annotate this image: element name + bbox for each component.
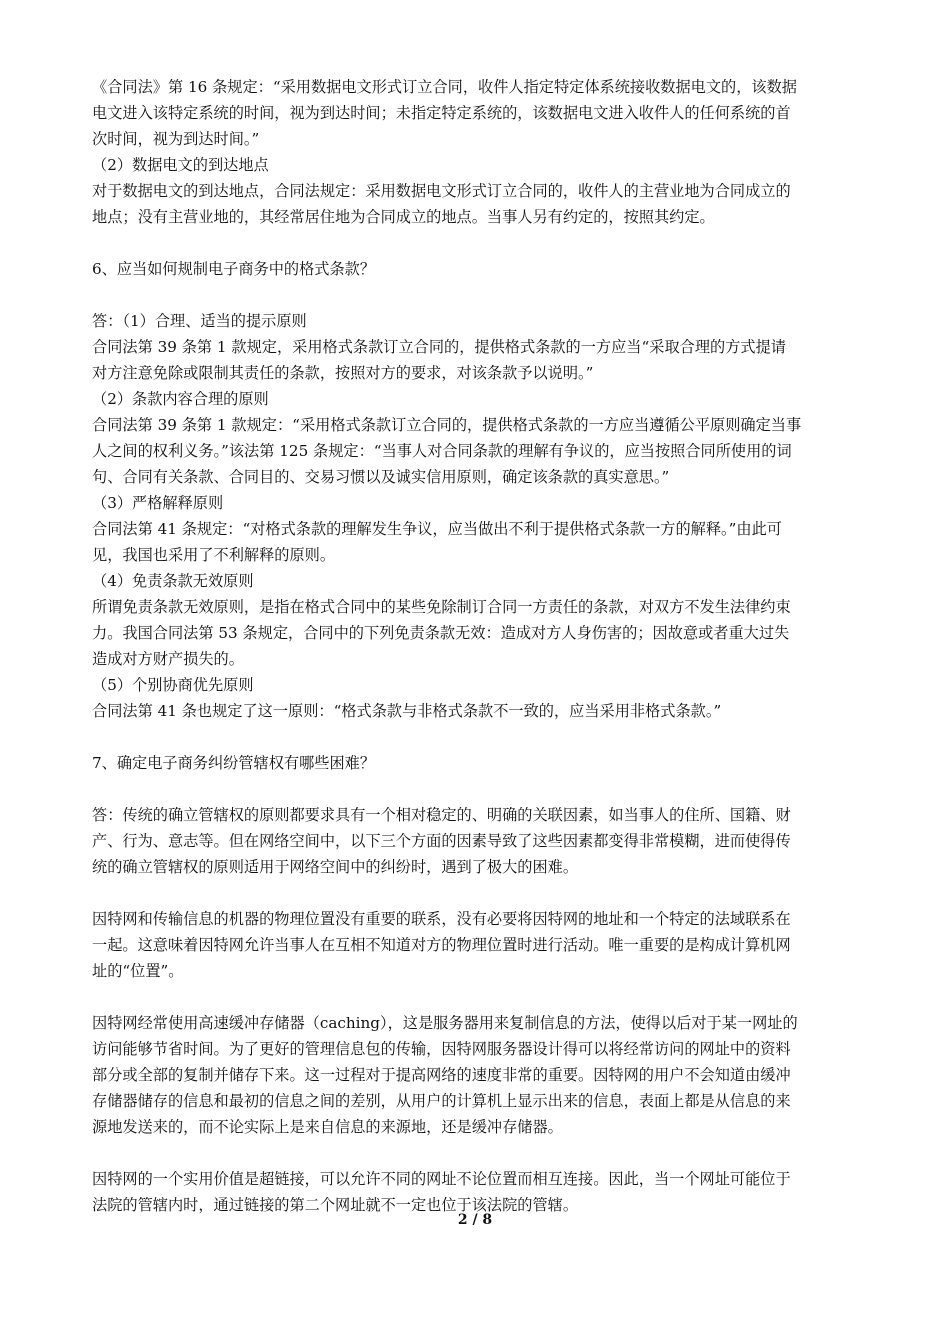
answer-7-location xyxy=(92,906,868,984)
text-line: 产、行为、意志等。但在网络空间中，以下三个方面的因素导致了这些因素都变得非常模糊，进而使得传 xyxy=(92,832,791,850)
text-line: 电文进入该特定系统的时间，视为到达时间；未指定特定系统的，该数据电文进入收件人的任何系统的首 xyxy=(92,104,791,122)
paragraph-spacer xyxy=(92,282,868,308)
text-line: 统的确立管辖权的原则适用于网络空间中的纠纷时，遇到了极大的困难。 xyxy=(92,858,578,876)
text-line: 次时间，视为到达时间。” xyxy=(92,130,260,148)
paragraph-spacer xyxy=(92,724,868,750)
paragraph-spacer xyxy=(92,776,868,802)
answer-7-intro xyxy=(92,802,868,880)
text-line: 法院的管辖内时，通过链接的第二个网址就不一定也位于该法院的管辖。 xyxy=(92,1196,578,1214)
text-line: 因特网的一个实用价值是超链接，可以允许不同的网址不论位置而相互连接。因此，当一个网址可能位于 xyxy=(92,1170,791,1188)
question-6 xyxy=(92,256,868,282)
paragraph-spacer xyxy=(92,880,868,906)
text-line: 合同法第 39 条第 1 款规定：“采用格式条款订立合同的，提供格式条款的一方应当遵循公平原则确定当事 xyxy=(92,416,802,434)
text-line: 《合同法》第 16 条规定：“采用数据电文形式订立合同，收件人指定特定体系统接收数据电文的，该数据 xyxy=(92,78,797,96)
text-line: 对方注意免除或限制其责任的条款，按照对方的要求，对该条款予以说明。” xyxy=(92,364,594,382)
text-line: 人之间的权利义务。”该法第 125 条规定：“当事人对合同条款的理解有争议的，应当按照合同所使用的词 xyxy=(92,442,792,460)
text-line: 访问能够节省时间。为了更好的管理信息包的传输，因特网服务器设计得可以将经常访问的网址中的资料 xyxy=(92,1040,791,1058)
text-line: 造成对方财产损失的。 xyxy=(92,650,244,668)
question-heading: 6、应当如何规制电子商务中的格式条款？ xyxy=(92,260,376,278)
text-line: 合同法第 41 条也规定了这一原则：“格式条款与非格式条款不一致的，应当采用非格式条款。” xyxy=(92,702,722,720)
text-line: 力。我国合同法第 53 条规定，合同中的下列免责条款无效：造成对方人身伤害的；因故意或者重大过失 xyxy=(92,624,790,642)
text-line: 存储器储存的信息和最初的信息之间的差别，从用户的计算机上显示出来的信息，表面上都是从信息的来 xyxy=(92,1092,791,1110)
subheading: （2）数据电文的到达地点 xyxy=(92,156,269,174)
text-line: 答：传统的确立管辖权的原则都要求具有一个相对稳定的、明确的关联因素，如当事人的住所、国籍、财 xyxy=(92,806,791,824)
subheading: （4）免责条款无效原则 xyxy=(92,572,254,590)
page-number: 2 / 8 xyxy=(457,1212,493,1228)
answer-7-hyperlink xyxy=(92,1166,868,1218)
answer-7-caching xyxy=(92,1010,868,1140)
paragraph-arrival-time xyxy=(92,74,868,230)
paragraph-spacer xyxy=(92,230,868,256)
subheading: （3）严格解释原则 xyxy=(92,494,224,512)
text-line: 所谓免责条款无效原则，是指在格式合同中的某些免除制订合同一方责任的条款，对双方不发生法律约束 xyxy=(92,598,791,616)
subheading: （5）个别协商优先原则 xyxy=(92,676,254,694)
answer-6 xyxy=(92,308,868,724)
text-line: 址的“位置”。 xyxy=(92,962,184,980)
text-line: 句、合同有关条款、合同目的、交易习惯以及诚实信用原则，确定该条款的真实意思。” xyxy=(92,468,670,486)
subheading: （2）条款内容合理的原则 xyxy=(92,390,269,408)
text-line: 合同法第 39 条第 1 款规定，采用格式条款订立合同的，提供格式条款的一方应当“采取合理的方式提请 xyxy=(92,338,786,356)
text-line: 合同法第 41 条规定：“对格式条款的理解发生争议，应当做出不利于提供格式条款一方的解释。”由此可 xyxy=(92,520,782,538)
text-line: 地点；没有主营业地的，其经常居住地为合同成立的地点。当事人另有约定的，按照其约定。 xyxy=(92,208,715,226)
text-line: 源地发送来的，而不论实际上是来自信息的来源地，还是缓冲存储器。 xyxy=(92,1118,563,1136)
text-line: 对于数据电文的到达地点，合同法规定：采用数据电文形式订立合同的，收件人的主营业地为合同成立的 xyxy=(92,182,791,200)
paragraph-spacer xyxy=(92,1140,868,1166)
question-7 xyxy=(92,750,868,776)
document-page xyxy=(92,74,868,1218)
text-line: 一起。这意味着因特网允许当事人在互相不知道对方的物理位置时进行活动。唯一重要的是构成计算机网 xyxy=(92,936,791,954)
text-line: 因特网和传输信息的机器的物理位置没有重要的联系，没有必要将因特网的地址和一个特定的法域联系在 xyxy=(92,910,791,928)
text-line: 因特网经常使用高速缓冲存储器（caching），这是服务器用来复制信息的方法，使得以后对于某一网址的 xyxy=(92,1014,798,1032)
paragraph-spacer xyxy=(92,984,868,1010)
text-line: 见，我国也采用了不利解释的原则。 xyxy=(92,546,335,564)
text-line: 部分或全部的复制并储存下来。这一过程对于提高网络的速度非常的重要。因特网的用户不会知道由缓冲 xyxy=(92,1066,791,1084)
question-heading: 7、确定电子商务纠纷管辖权有哪些困难？ xyxy=(92,754,376,772)
subheading: 答：（1）合理、适当的提示原则 xyxy=(92,312,307,330)
